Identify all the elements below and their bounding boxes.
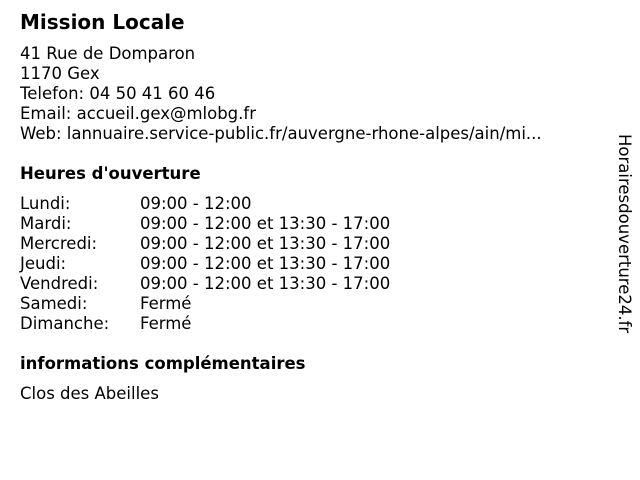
day-label: Vendredi: — [20, 274, 99, 293]
time-value: Fermé — [140, 294, 192, 313]
day-label: Samedi: — [20, 294, 88, 313]
site-watermark: Horairesdouverture24.fr — [615, 134, 634, 334]
hours-row-lundi — [20, 194, 390, 214]
time-value: Fermé — [140, 314, 192, 333]
page-title: Mission Locale — [20, 10, 185, 34]
address-block — [20, 44, 590, 144]
hours-row-vendredi — [20, 274, 390, 294]
hours-heading: Heures d'ouverture — [20, 164, 201, 183]
hours-row-mercredi — [20, 234, 390, 254]
hours-row-jeudi — [20, 254, 390, 274]
hours-table — [20, 194, 390, 334]
phone-line: Telefon: 04 50 41 60 46 — [20, 84, 216, 103]
day-label: Dimanche: — [20, 314, 110, 333]
city-line: 1170 Gex — [20, 64, 100, 83]
info-text: Clos des Abeilles — [20, 384, 159, 403]
email-line: Email: accueil.gex@mlobg.fr — [20, 104, 256, 123]
day-label: Jeudi: — [20, 254, 67, 273]
hours-row-mardi — [20, 214, 390, 234]
day-label: Mercredi: — [20, 234, 98, 253]
time-value: 09:00 - 12:00 et 13:30 - 17:00 — [140, 214, 391, 233]
hours-row-dimanche — [20, 314, 390, 334]
web-line: Web: lannuaire.service-public.fr/auvergne-rhone-alpes/ain/mi... — [20, 124, 542, 143]
day-label: Mardi: — [20, 214, 72, 233]
day-label: Lundi: — [20, 194, 71, 213]
time-value: 09:00 - 12:00 et 13:30 - 17:00 — [140, 274, 391, 293]
info-heading: informations complémentaires — [20, 354, 306, 373]
street-address: 41 Rue de Domparon — [20, 44, 196, 63]
hours-row-samedi — [20, 294, 390, 314]
time-value: 09:00 - 12:00 — [140, 194, 252, 213]
time-value: 09:00 - 12:00 et 13:30 - 17:00 — [140, 254, 391, 273]
time-value: 09:00 - 12:00 et 13:30 - 17:00 — [140, 234, 391, 253]
